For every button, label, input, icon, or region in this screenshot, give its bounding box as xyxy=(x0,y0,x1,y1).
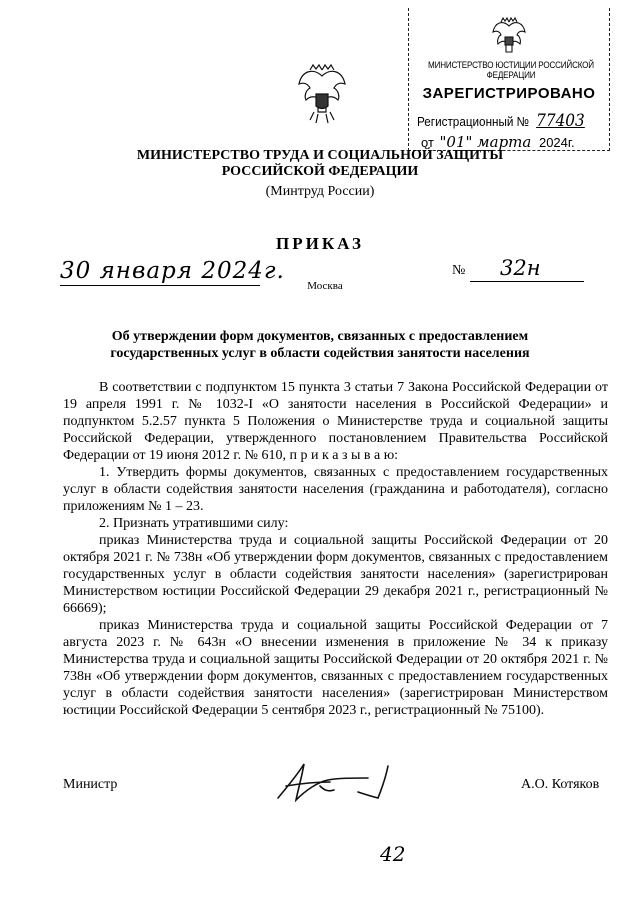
ministry-title-line2: РОССИЙСКОЙ ФЕДЕРАЦИИ xyxy=(221,164,419,179)
stamp-reg-label: Регистрационный № xyxy=(417,114,530,129)
stamp-registration-number-line xyxy=(417,111,585,131)
stamp-reg-number: 77403 xyxy=(536,111,585,131)
order-date: 30 января 2024г. xyxy=(60,258,285,284)
coat-of-arms-emblem xyxy=(296,62,348,126)
paragraph-repealed-order-2: приказ Министерства труда и социальной защиты Российской Федерации от 7 августа 2023 г. № 643н «О внесении изменения в приложение № 34 к приказу Министерства труда и социальной защиты Российской Федерации от 20 октября 2021 г. № 738н «Об утверждении форм документов, связанных с предоставлением государственных услуг в области содействия занятости населения» (зарегистрирован Министерством юстиции Российской Федерации 5 сентября 2023 г., регистрационный № 75100). xyxy=(63,618,608,718)
stamp-date-value: "01" марта xyxy=(439,133,532,151)
paragraph-preamble: В соответствии с подпунктом 15 пункта 3 статьи 7 Закона Российской Федерации от 19 апреля 1991 г. № 1032-I «О занятости населения в Российской Федерации» и подпунктом 5.2.57 пункта 5 Положения о Министерстве труда и социальной защиты Российской Федерации, утвержденного постановлением Правительства Российской Федерации от 19 июня 2012 г. № 610, п р и к а з ы в а ю: xyxy=(63,380,608,463)
handwritten-signature xyxy=(258,756,428,806)
subject-line1: Об утверждении форм документов, связанных с предоставлением xyxy=(111,329,529,344)
ministry-title-line1: МИНИСТЕРСТВО ТРУДА И СОЦИАЛЬНОЙ ЗАЩИТЫ xyxy=(136,148,504,163)
order-body xyxy=(63,379,608,719)
order-number-label: № xyxy=(452,263,466,278)
subject-line2: государственных услуг в области содействия занятости населения xyxy=(110,346,530,361)
page-number: 42 xyxy=(380,842,406,866)
city: Москва xyxy=(307,280,343,292)
ministry-title xyxy=(0,148,640,180)
signatory-name: А.О. Котяков xyxy=(521,777,600,792)
ministry-short-name: (Минтруд России) xyxy=(265,184,375,199)
order-subject xyxy=(0,328,640,362)
stamp-ministry-name: МИНИСТЕРСТВО ЮСТИЦИИ РОССИЙСКОЙ ФЕДЕРАЦИИ xyxy=(428,60,594,80)
stamp-date-prefix: от xyxy=(421,135,434,150)
stamp-emblem xyxy=(491,16,527,58)
paragraph-item-1: 1. Утвердить формы документов, связанных с предоставлением государственных услуг в области содействия занятости населения (гражданина и работодателя), согласно приложениям № 1 – 23. xyxy=(63,465,608,514)
registration-stamp xyxy=(408,8,610,151)
stamp-registered-label: ЗАРЕГИСТРИРОВАНО xyxy=(422,85,596,102)
paragraph-repealed-order-1: приказ Министерства труда и социальной защиты Российской Федерации от 20 октября 2021 г. № 738н «Об утверждении форм документов, связанных с предоставлением государственных услуг в области содействия занятости населения» (зарегистрирован Министерством юстиции Российской Федерации 29 декабря 2021 г., регистрационный № 66669); xyxy=(63,533,608,616)
paragraph-item-2: 2. Признать утратившими силу: xyxy=(99,516,289,531)
order-number: 32н xyxy=(500,256,541,280)
signatory-role: Министр xyxy=(63,777,118,792)
stamp-year: 2024г. xyxy=(538,135,575,150)
order-title: ПРИКАЗ xyxy=(276,234,364,253)
